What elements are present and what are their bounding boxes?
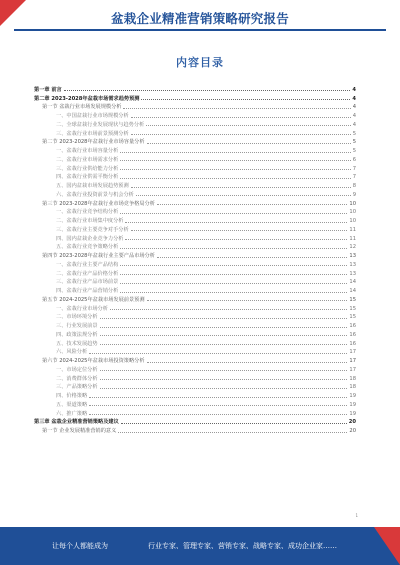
toc-entry-title: 三、盆栽行业供给能力分析 xyxy=(56,165,119,172)
toc-entry-title: 五、盆栽行业竞争策略分析 xyxy=(56,244,119,251)
toc-entry[interactable] xyxy=(34,399,356,408)
footer-slogan-right: 行业专家、管理专家、营销专家、战略专家、成功企业家…… xyxy=(148,542,337,550)
toc-entry-title: 第二章 2023-2028年盆栽市场需求趋势预测 xyxy=(34,95,140,102)
toc-entry-title: 四、价格策略 xyxy=(56,393,88,399)
toc-entry[interactable] xyxy=(34,285,356,294)
toc-dot-leader xyxy=(141,99,350,100)
toc-entry[interactable] xyxy=(34,242,356,251)
toc-entry[interactable] xyxy=(34,93,356,102)
toc-entry-title: 第五节 2024-2025年盆栽市场发展前景预测 xyxy=(42,296,145,303)
toc-entry-page: 11 xyxy=(349,226,356,233)
toc-entry-page: 11 xyxy=(349,235,356,242)
toc-dot-leader xyxy=(120,169,350,170)
toc-entry-title: 六、推广策略 xyxy=(56,410,88,417)
toc-dot-leader xyxy=(131,187,351,188)
table-of-contents xyxy=(34,84,356,434)
toc-entry-page: 16 xyxy=(349,323,356,329)
toc-entry-title: 六、盆栽行业投资前景与机会分析 xyxy=(56,191,134,198)
toc-dot-leader xyxy=(120,152,350,153)
toc-entry-page: 15 xyxy=(349,296,356,303)
toc-dot-leader xyxy=(100,318,348,319)
toc-entry[interactable] xyxy=(34,128,356,137)
toc-entry-page: 16 xyxy=(349,340,356,347)
toc-entry-title: 第二节 2023-2028年盆栽行业市场容量分析 xyxy=(42,139,145,146)
toc-entry[interactable] xyxy=(34,137,356,146)
footer-red-corner xyxy=(374,527,400,565)
toc-entry-title: 第一节 企业发展精准营销的意义 xyxy=(42,428,117,434)
toc-entry[interactable] xyxy=(34,338,356,347)
toc-entry[interactable] xyxy=(34,102,356,111)
toc-dot-leader xyxy=(121,423,347,424)
toc-dot-leader xyxy=(136,195,351,196)
toc-entry[interactable] xyxy=(34,312,356,321)
toc-entry[interactable] xyxy=(34,110,356,119)
footer-slogan-left: 让每个人都能成为 xyxy=(52,542,108,550)
toc-dot-leader xyxy=(125,239,347,240)
toc-entry-page: 20 xyxy=(348,419,356,426)
toc-entry-page: 10 xyxy=(349,218,356,224)
toc-entry-page: 20 xyxy=(349,428,356,434)
toc-entry-title: 第四节 2023-2028年盆栽行业主要产品市场分析 xyxy=(42,253,155,259)
toc-entry-page: 9 xyxy=(352,191,356,198)
toc-dot-leader xyxy=(100,344,348,345)
toc-entry-title: 二、盆栽行业产品价格分析 xyxy=(56,270,119,277)
page-header xyxy=(0,0,400,40)
toc-entry[interactable] xyxy=(34,329,356,338)
toc-entry-page: 18 xyxy=(349,384,356,391)
toc-dot-leader xyxy=(89,397,347,398)
toc-entry-title: 三、行业发展前景 xyxy=(56,323,98,329)
toc-entry[interactable] xyxy=(34,189,356,198)
toc-entry-page: 19 xyxy=(349,393,356,399)
toc-entry[interactable] xyxy=(34,320,356,329)
toc-entry-page: 8 xyxy=(352,183,356,189)
toc-entry-page: 14 xyxy=(349,288,356,294)
toc-entry-title: 第六节 2024-2025年盆栽市场投资策略分析 xyxy=(42,358,145,364)
toc-dot-leader xyxy=(110,309,348,310)
toc-entry-title: 二、消费群体分析 xyxy=(56,375,98,382)
toc-entry[interactable] xyxy=(34,303,356,312)
page-footer xyxy=(0,527,400,565)
toc-entry[interactable] xyxy=(34,425,356,434)
toc-entry-title: 第一章 前言 xyxy=(34,86,62,93)
toc-dot-leader xyxy=(120,292,347,293)
toc-entry-title: 第三章 盆栽企业精准营销策略及建议 xyxy=(34,419,119,426)
toc-entry-page: 4 xyxy=(352,86,356,93)
toc-dot-leader xyxy=(64,90,351,91)
toc-dot-leader xyxy=(157,204,347,205)
toc-entry[interactable] xyxy=(34,277,356,286)
toc-entry-page: 5 xyxy=(352,139,356,146)
toc-entry[interactable] xyxy=(34,154,356,163)
toc-entry[interactable] xyxy=(34,250,356,259)
toc-entry-page: 18 xyxy=(349,375,356,382)
toc-entry-title: 二、盆栽行业市场需求分析 xyxy=(56,156,119,163)
toc-entry-page: 5 xyxy=(352,148,356,154)
document-title: 盆栽企业精准营销策略研究报告 xyxy=(111,11,289,26)
toc-entry[interactable] xyxy=(34,408,356,417)
toc-entry-title: 二、市场环境分析 xyxy=(56,314,98,321)
toc-entry[interactable] xyxy=(34,355,356,364)
toc-entry-title: 四、盆栽行业产品营销分析 xyxy=(56,288,119,294)
toc-entry-page: 15 xyxy=(349,305,356,312)
toc-entry-page: 12 xyxy=(349,244,356,251)
toc-entry-title: 一、市场定位分析 xyxy=(56,366,98,373)
toc-entry[interactable] xyxy=(34,163,356,172)
toc-entry[interactable] xyxy=(34,347,356,356)
toc-entry-title: 四、国内盆栽企业竞争力分析 xyxy=(56,235,124,242)
toc-entry[interactable] xyxy=(34,84,356,93)
toc-entry-page: 13 xyxy=(349,253,356,259)
toc-entry[interactable] xyxy=(34,364,356,373)
toc-dot-leader xyxy=(125,222,347,223)
toc-dot-leader xyxy=(147,362,348,363)
toc-entry[interactable] xyxy=(34,172,356,181)
toc-entry[interactable] xyxy=(34,294,356,303)
toc-entry-page: 7 xyxy=(352,165,356,172)
toc-entry-title: 三、产品策略分析 xyxy=(56,384,98,391)
toc-dot-leader xyxy=(120,265,347,266)
toc-entry[interactable] xyxy=(34,215,356,224)
toc-entry-page: 4 xyxy=(352,113,356,119)
toc-dot-leader xyxy=(120,160,350,161)
toc-entry-title: 一、盆栽行业主要产品结构 xyxy=(56,261,119,268)
toc-entry-title: 第三节 2023-2028年盆栽行业市场竞争格局分析 xyxy=(42,200,155,207)
toc-entry[interactable] xyxy=(34,207,356,216)
toc-dot-leader xyxy=(131,230,348,231)
toc-dot-leader xyxy=(120,178,350,179)
toc-entry-page: 16 xyxy=(349,331,356,338)
toc-entry-title: 第一节 盆栽行业市场发展规模分析 xyxy=(42,104,122,111)
toc-dot-leader xyxy=(100,370,348,371)
toc-entry-title: 三、盆栽行业产品市场前景 xyxy=(56,279,119,286)
toc-entry-title: 六、风险分析 xyxy=(56,349,88,356)
toc-entry[interactable] xyxy=(34,145,356,154)
toc-entry-page: 6 xyxy=(352,156,356,163)
toc-entry-page: 10 xyxy=(349,209,356,216)
toc-entry-title: 五、国内盆栽市场发展趋势预测 xyxy=(56,183,129,189)
toc-entry-page: 7 xyxy=(352,174,356,181)
toc-entry-title: 三、盆栽行业市场前景预测分析 xyxy=(56,130,129,137)
toc-entry-title: 五、渠道策略 xyxy=(56,401,88,408)
toc-dot-leader xyxy=(146,125,350,126)
page-number: 1 xyxy=(355,513,358,518)
toc-dot-leader xyxy=(120,274,347,275)
toc-dot-leader xyxy=(123,108,350,109)
toc-dot-leader xyxy=(100,388,348,389)
toc-entry-page: 13 xyxy=(349,261,356,268)
toc-entry[interactable] xyxy=(34,198,356,207)
toc-dot-leader xyxy=(100,327,348,328)
toc-entry-title: 一、盆栽行业市场容量分析 xyxy=(56,148,119,154)
toc-entry-page: 4 xyxy=(352,104,356,111)
toc-entry-page: 14 xyxy=(349,279,356,286)
toc-dot-leader xyxy=(89,405,347,406)
toc-entry[interactable] xyxy=(34,390,356,399)
toc-dot-leader xyxy=(120,213,347,214)
toc-entry[interactable] xyxy=(34,233,356,242)
toc-dot-leader xyxy=(147,143,351,144)
toc-dot-leader xyxy=(120,248,347,249)
toc-entry-page: 17 xyxy=(349,349,356,356)
toc-entry-title: 一、盆栽行业竞争结构分析 xyxy=(56,209,119,216)
toc-entry-page: 13 xyxy=(349,270,356,277)
toc-entry-page: 4 xyxy=(352,95,356,102)
toc-dot-leader xyxy=(157,257,347,258)
toc-entry-page: 19 xyxy=(349,401,356,408)
toc-entry[interactable] xyxy=(34,180,356,189)
toc-entry-page: 10 xyxy=(349,200,356,207)
toc-entry-title: 五、技术发展趋势 xyxy=(56,340,98,347)
toc-dot-leader xyxy=(120,283,347,284)
toc-entry-title: 二、盆栽行业市场集中度分析 xyxy=(56,218,124,224)
toc-entry[interactable] xyxy=(34,259,356,268)
toc-dot-leader xyxy=(147,300,348,301)
toc-entry-title: 一、盆栽行业市场分析 xyxy=(56,305,108,312)
toc-entry[interactable] xyxy=(34,119,356,128)
toc-entry-title: 四、政策法规分析 xyxy=(56,331,98,338)
toc-entry[interactable] xyxy=(34,224,356,233)
toc-heading: 内容目录 xyxy=(176,56,224,69)
toc-dot-leader xyxy=(118,432,347,433)
toc-dot-leader xyxy=(131,117,351,118)
toc-entry[interactable] xyxy=(34,382,356,391)
toc-entry[interactable] xyxy=(34,417,356,426)
header-divider xyxy=(14,29,386,31)
toc-dot-leader xyxy=(131,134,351,135)
toc-entry-page: 15 xyxy=(349,314,356,321)
toc-dot-leader xyxy=(89,414,347,415)
toc-entry-page: 19 xyxy=(349,410,356,417)
toc-entry-title: 四、盆栽行业供需平衡分析 xyxy=(56,174,119,181)
toc-entry-page: 17 xyxy=(349,366,356,373)
toc-entry-title: 二、全球盆栽行业发展现状与趋势分析 xyxy=(56,121,145,128)
toc-entry-title: 一、中国盆栽行业市场规模分析 xyxy=(56,113,129,119)
toc-dot-leader xyxy=(100,335,348,336)
toc-entry-title: 三、盆栽行业主要竞争对手分析 xyxy=(56,226,129,233)
toc-entry[interactable] xyxy=(34,268,356,277)
toc-entry-page: 4 xyxy=(352,121,356,128)
toc-entry[interactable] xyxy=(34,373,356,382)
toc-entry-page: 5 xyxy=(352,130,356,137)
toc-dot-leader xyxy=(89,353,347,354)
toc-entry-page: 17 xyxy=(349,358,356,364)
toc-dot-leader xyxy=(100,379,348,380)
